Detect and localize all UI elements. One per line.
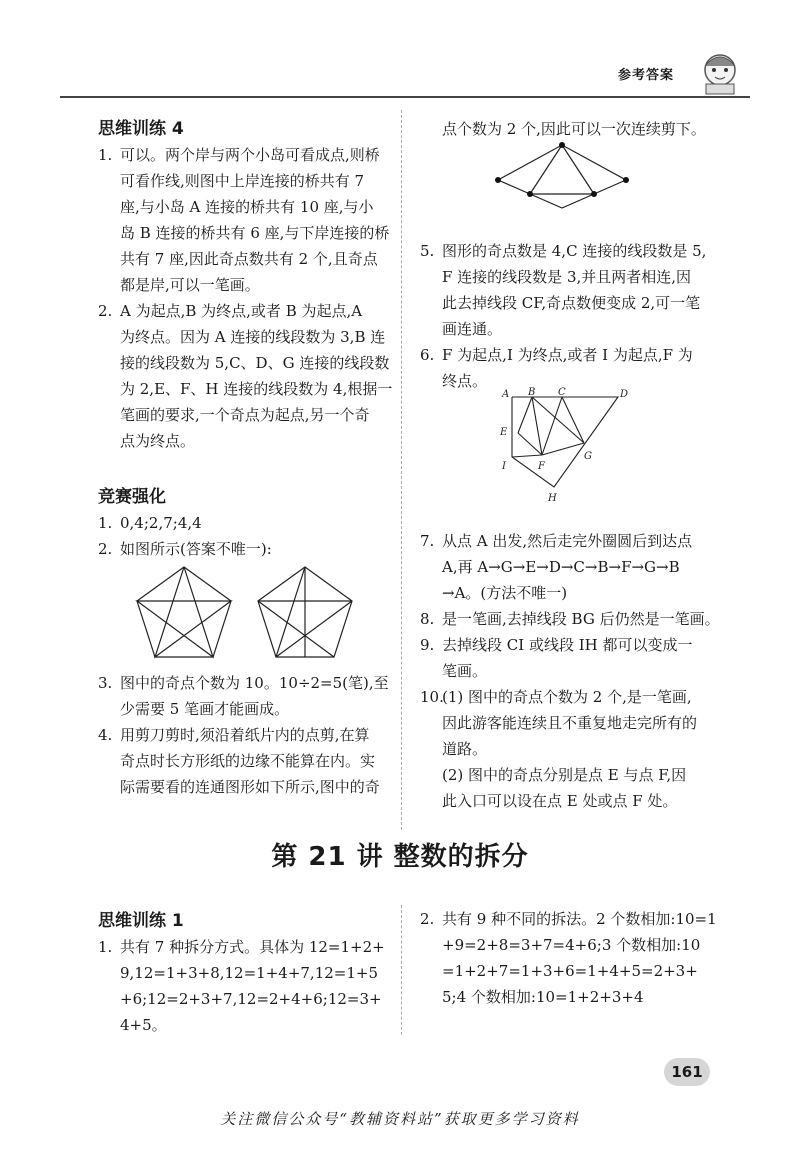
answer-item: [420, 238, 720, 342]
item-text-line: →A。(方法不唯一): [442, 584, 568, 602]
label-c: C: [558, 387, 566, 398]
item-number: 9.: [420, 636, 435, 654]
pentagon-figure-1: [134, 565, 234, 660]
item-text-line: 共有 9 种不同的拆法。2 个数相加:10=1: [442, 910, 717, 928]
diamond-figure: [492, 142, 632, 214]
item-text-line: 为 2,E、F、H 连接的线段数为 4,根据一: [120, 380, 393, 398]
item-first-line: [98, 670, 398, 696]
answer-item: [420, 632, 720, 684]
item-first-line: [98, 536, 398, 562]
item-first-line: [98, 510, 398, 536]
answer-item: [420, 606, 720, 632]
item-number: 7.: [420, 532, 435, 550]
item-text-line: 图中的奇点个数为 10。10÷2=5(笔),至: [120, 674, 389, 692]
section-title-competition: 竞赛强化: [98, 487, 166, 507]
item-text-line: 点为终点。: [120, 432, 196, 450]
item-text-line: 可看作线,则图中上岸连接的桥共有 7: [120, 172, 365, 190]
item-number: 6.: [420, 346, 435, 364]
column-divider: [401, 110, 402, 830]
column-divider-bottom: [401, 905, 402, 1035]
label-f: F: [538, 461, 545, 472]
footer-note: 关注微信公众号“教辅资料站”获取更多学习资料: [220, 1110, 580, 1128]
page-number: 161: [664, 1058, 710, 1086]
label-h: H: [548, 493, 557, 504]
answer-item: [420, 528, 720, 606]
item-text-line: 为终点。因为 A 连接的线段数为 3,B 连: [120, 328, 386, 346]
competition-item: [98, 670, 398, 722]
mascot-icon: [690, 48, 750, 98]
item-text-line: 画连通。: [442, 320, 503, 338]
item-text-line: 座,与小岛 A 连接的桥共有 10 座,与小: [120, 198, 374, 216]
item-text-line: (1) 图中的奇点个数为 2 个,是一笔画,: [442, 688, 692, 706]
header-label: 参考答案: [618, 68, 675, 83]
item-text-line: 4+5。: [120, 1016, 167, 1034]
item-first-line: [98, 934, 398, 960]
competition-item: [98, 510, 398, 536]
item-text-line: 图形的奇点数是 4,C 连接的线段数是 5,: [442, 242, 707, 260]
item-text-line: 是一笔画,去掉线段 BG 后仍然是一笔画。: [442, 610, 720, 628]
label-g: G: [584, 451, 592, 462]
item-number: 5.: [420, 242, 435, 260]
item-text-line: 从点 A 出发,然后走完外圈圆后到达点: [442, 532, 693, 550]
section-title-thinking-1: 思维训练 1: [98, 911, 184, 931]
item-text-line: 用剪刀剪时,须沿着纸片内的点剪,在算: [120, 726, 370, 744]
item-number: 2.: [420, 910, 435, 928]
competition-item: [98, 536, 398, 562]
continued-line: 点个数为 2 个,因此可以一次连续剪下。: [442, 120, 706, 138]
answer-item: [420, 684, 720, 814]
bottom-right-column: [420, 906, 720, 1010]
bottom-left-column: [98, 908, 398, 1038]
item-first-line: [420, 606, 720, 632]
polygon-vertex-labels: [499, 387, 628, 504]
item-number: 8.: [420, 610, 435, 628]
label-d: D: [620, 389, 629, 400]
item-text-line: F 为起点,I 为终点,或者 I 为起点,F 为: [442, 346, 693, 364]
pentagon-figure-2: [255, 565, 355, 660]
item-text-line: 0,4;2,7;4,4: [120, 514, 202, 532]
item-text-line: (2) 图中的奇点分别是点 E 与点 F,因: [442, 766, 687, 784]
item-text-line: 9,12=1+3+8,12=1+4+7,12=1+5: [120, 964, 379, 982]
item-text-line: 际需要看的连通图形如下所示,图中的奇: [120, 778, 380, 796]
item-text-line: 岛 B 连接的桥共有 6 座,与下岸连接的桥: [120, 224, 390, 242]
item-text-line: 共有 7 种拆分方式。具体为 12=1+2+: [120, 938, 385, 956]
competition-item: [98, 722, 398, 800]
item-text-line: 终点。: [442, 372, 488, 390]
item-text-line: 笔画的要求,一个奇点为起点,另一个奇: [120, 406, 370, 424]
label-b: B: [528, 387, 536, 398]
header-rule: [60, 96, 750, 98]
item-number: 4.: [98, 726, 113, 744]
item-text-line: 都是岸,可以一笔画。: [120, 276, 260, 294]
item-text-line: A,再 A→G→E→D→C→B→F→G→B: [442, 558, 680, 576]
item-text-line: 此入口可以设在点 E 处或点 F 处。: [442, 792, 678, 810]
item-text-line: 5;4 个数相加:10=1+2+3+4: [442, 988, 644, 1006]
item-number: 2.: [98, 302, 113, 320]
label-i: I: [502, 461, 506, 472]
lecture-title: 第 21 讲 整数的拆分: [271, 842, 529, 872]
item-text-line: =1+2+7=1+3+6=1+4+5=2+3+: [442, 962, 698, 980]
item-text-line: 奇点时长方形纸的边缘不能算在内。实: [120, 752, 376, 770]
item-text-line: 道路。: [442, 740, 488, 758]
item-first-line: [420, 238, 720, 264]
item-text-line: 因此游客能连续且不重复地走完所有的: [442, 714, 698, 732]
item-number: 1.: [98, 938, 113, 956]
item-first-line: [420, 906, 720, 932]
item-first-line: [420, 528, 720, 554]
item-text-line: F 连接的线段数是 3,并且两者相连,因: [442, 268, 692, 286]
item-text-line: 如图所示(答案不唯一):: [120, 540, 272, 558]
item-first-line: [420, 342, 720, 368]
label-e: E: [500, 427, 508, 438]
item-text-line: A 为起点,B 为终点,或者 B 为起点,A: [120, 302, 363, 320]
item-number: 1.: [98, 514, 113, 532]
item-first-line: [420, 684, 720, 710]
thinking4-item: [98, 142, 398, 298]
item-text-line: 可以。两个岸与两个小岛可看成点,则桥: [120, 146, 380, 164]
section-title-thinking-4: 思维训练 4: [98, 119, 184, 139]
item-first-line: [98, 142, 398, 168]
partition-item: [98, 934, 398, 1038]
item-text-line: 去掉线段 CI 或线段 IH 都可以变成一: [442, 636, 693, 654]
left-column: [98, 116, 398, 800]
item-text-line: 接的线段数为 5,C、D、G 连接的线段数: [120, 354, 390, 372]
item-number: 3.: [98, 674, 113, 692]
item-number: 10.: [420, 688, 444, 706]
item-number: 2.: [98, 540, 113, 558]
thinking4-item: [98, 298, 398, 454]
partition-item: [420, 906, 720, 1010]
item-number: 1.: [98, 146, 113, 164]
item-text-line: +9=2+8=3+7=4+6;3 个数相加:10: [442, 936, 701, 954]
item-first-line: [98, 298, 398, 324]
item-text-line: +6;12=2+3+7,12=2+4+6;12=3+: [120, 990, 382, 1008]
item-first-line: [420, 632, 720, 658]
label-a: A: [502, 389, 510, 400]
polygon-figure: [496, 385, 636, 507]
item-text-line: 此去掉线段 CF,奇点数便变成 2,可一笔: [442, 294, 701, 312]
item-text-line: 笔画。: [442, 662, 488, 680]
item-text-line: 少需要 5 笔画才能画成。: [120, 700, 290, 718]
item-first-line: [98, 722, 398, 748]
item-text-line: 共有 7 座,因此奇点数共有 2 个,且奇点: [120, 250, 378, 268]
